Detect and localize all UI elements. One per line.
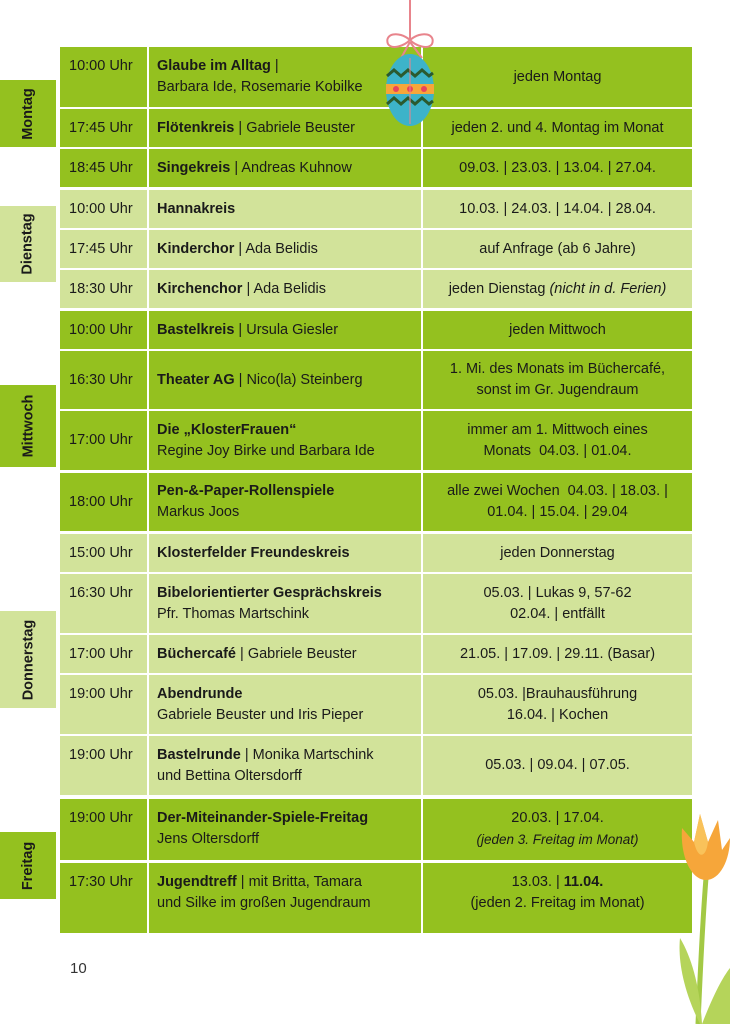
- event-cell: Der-Miteinander-Spiele-Freitag Jens Oltersdorff: [157, 810, 369, 847]
- day-tab-dienstag: Dienstag: [0, 206, 56, 282]
- event-cell: Büchercafé | Gabriele Beuster: [157, 645, 357, 662]
- event-cell: Glaube im Alltag | Barbara Ide, Rosemarie Kobilke: [157, 58, 363, 95]
- schedule-row: [60, 799, 692, 860]
- time-cell: 17:00 Uhr: [69, 645, 133, 662]
- schedule-row: [60, 190, 692, 228]
- schedule-row: [60, 635, 692, 673]
- date-cell: immer am 1. Mittwoch eines Monats 04.03. | 01.04.: [467, 421, 648, 459]
- page-number: 10: [70, 960, 87, 977]
- time-cell: 19:00 Uhr: [69, 810, 133, 826]
- schedule-row: [60, 149, 692, 187]
- day-tab-montag: Montag: [0, 80, 56, 147]
- tulip-icon: [672, 808, 730, 1024]
- event-cell: Jugendtreff | mit Britta, Tamara und Silke im großen Jugendraum: [157, 874, 371, 911]
- time-cell: 16:30 Uhr: [69, 585, 133, 601]
- date-cell: jeden Montag: [513, 68, 602, 85]
- time-cell: 18:45 Uhr: [69, 159, 133, 176]
- schedule-row: [60, 736, 692, 795]
- date-cell: jeden Mittwoch: [509, 321, 606, 338]
- schedule-row: [60, 351, 692, 409]
- date-cell: 1. Mi. des Monats im Büchercafé, sonst im Gr. Jugendraum: [449, 361, 666, 398]
- date-cell: 09.03. | 23.03. | 13.04. | 27.04.: [459, 159, 656, 176]
- event-cell: Bibelorientierter Gesprächskreis Pfr. Thomas Martschink: [157, 584, 382, 622]
- time-cell: 15:00 Uhr: [69, 544, 133, 561]
- event-cell: Theater AG | Nico(la) Steinberg: [157, 371, 363, 388]
- date-cell: auf Anfrage (ab 6 Jahre): [479, 240, 636, 257]
- time-cell: 17:45 Uhr: [69, 240, 133, 257]
- event-cell: Bastelkreis | Ursula Giesler: [157, 321, 339, 338]
- schedule-row: [60, 230, 692, 268]
- event-cell: Abendrunde Gabriele Beuster und Iris Pieper: [157, 685, 364, 723]
- day-tab-freitag: Freitag: [0, 832, 56, 899]
- time-cell: 19:00 Uhr: [69, 747, 133, 763]
- date-cell: jeden Donnerstag: [500, 544, 615, 561]
- event-cell: Flötenkreis | Gabriele Beuster: [157, 119, 355, 136]
- event-cell: Pen-&-Paper-Rollenspiele Markus Joos: [157, 483, 335, 520]
- time-cell: 10:00 Uhr: [69, 200, 133, 217]
- time-cell: 18:30 Uhr: [69, 280, 133, 297]
- date-cell: 13.03. | 11.04. (jeden 2. Freitag im Monat): [470, 874, 645, 911]
- day-tab-mittwoch: Mittwoch: [0, 385, 56, 467]
- date-cell: jeden 2. und 4. Montag im Monat: [451, 119, 664, 136]
- schedule-row: [60, 675, 692, 734]
- time-cell: 18:00 Uhr: [69, 493, 133, 510]
- time-cell: 10:00 Uhr: [69, 321, 133, 338]
- schedule-row: [60, 311, 692, 349]
- time-cell: 10:00 Uhr: [69, 58, 133, 74]
- date-cell: 05.03. | 09.04. | 07.05.: [485, 757, 630, 773]
- time-cell: 17:45 Uhr: [69, 119, 133, 136]
- event-cell: Klosterfelder Freundeskreis: [157, 544, 350, 561]
- schedule-row: [60, 863, 692, 933]
- date-cell: 05.03. |Brauhausführung 16.04. | Kochen: [477, 685, 638, 723]
- date-cell: alle zwei Wochen 04.03. | 18.03. | 01.04. | 15.04. | 29.04: [447, 483, 668, 520]
- date-cell: jeden Dienstag (nicht in d. Ferien): [448, 280, 667, 297]
- event-cell: Hannakreis: [157, 200, 236, 217]
- time-cell: 19:00 Uhr: [69, 686, 133, 702]
- date-cell: 20.03. | 17.04. (jeden 3. Freitag im Monat): [476, 810, 639, 847]
- event-cell: Kirchenchor | Ada Belidis: [157, 280, 326, 297]
- event-cell: Bastelrunde | Monika Martschink und Bettina Oltersdorff: [157, 746, 374, 784]
- easter-egg-icon: [370, 0, 450, 132]
- schedule-row: [60, 473, 692, 531]
- time-cell: 17:00 Uhr: [69, 432, 133, 448]
- day-tab-donnerstag: Donnerstag: [0, 611, 56, 708]
- time-cell: 16:30 Uhr: [69, 371, 133, 388]
- schedule-row: [60, 534, 692, 572]
- schedule-row: [60, 270, 692, 308]
- schedule-row: [60, 411, 692, 470]
- date-cell: 10.03. | 24.03. | 14.04. | 28.04.: [459, 200, 656, 217]
- schedule-row: [60, 574, 692, 633]
- event-cell: Kinderchor | Ada Belidis: [157, 240, 318, 257]
- date-cell: 21.05. | 17.09. | 29.11. (Basar): [459, 645, 656, 662]
- event-cell: Die „KlosterFrauen“ Regine Joy Birke und Barbara Ide: [157, 421, 375, 459]
- date-cell: 05.03. | Lukas 9, 57-62 02.04. | entfällt: [483, 584, 632, 622]
- time-cell: 17:30 Uhr: [69, 874, 133, 890]
- event-cell: Singekreis | Andreas Kuhnow: [157, 159, 352, 176]
